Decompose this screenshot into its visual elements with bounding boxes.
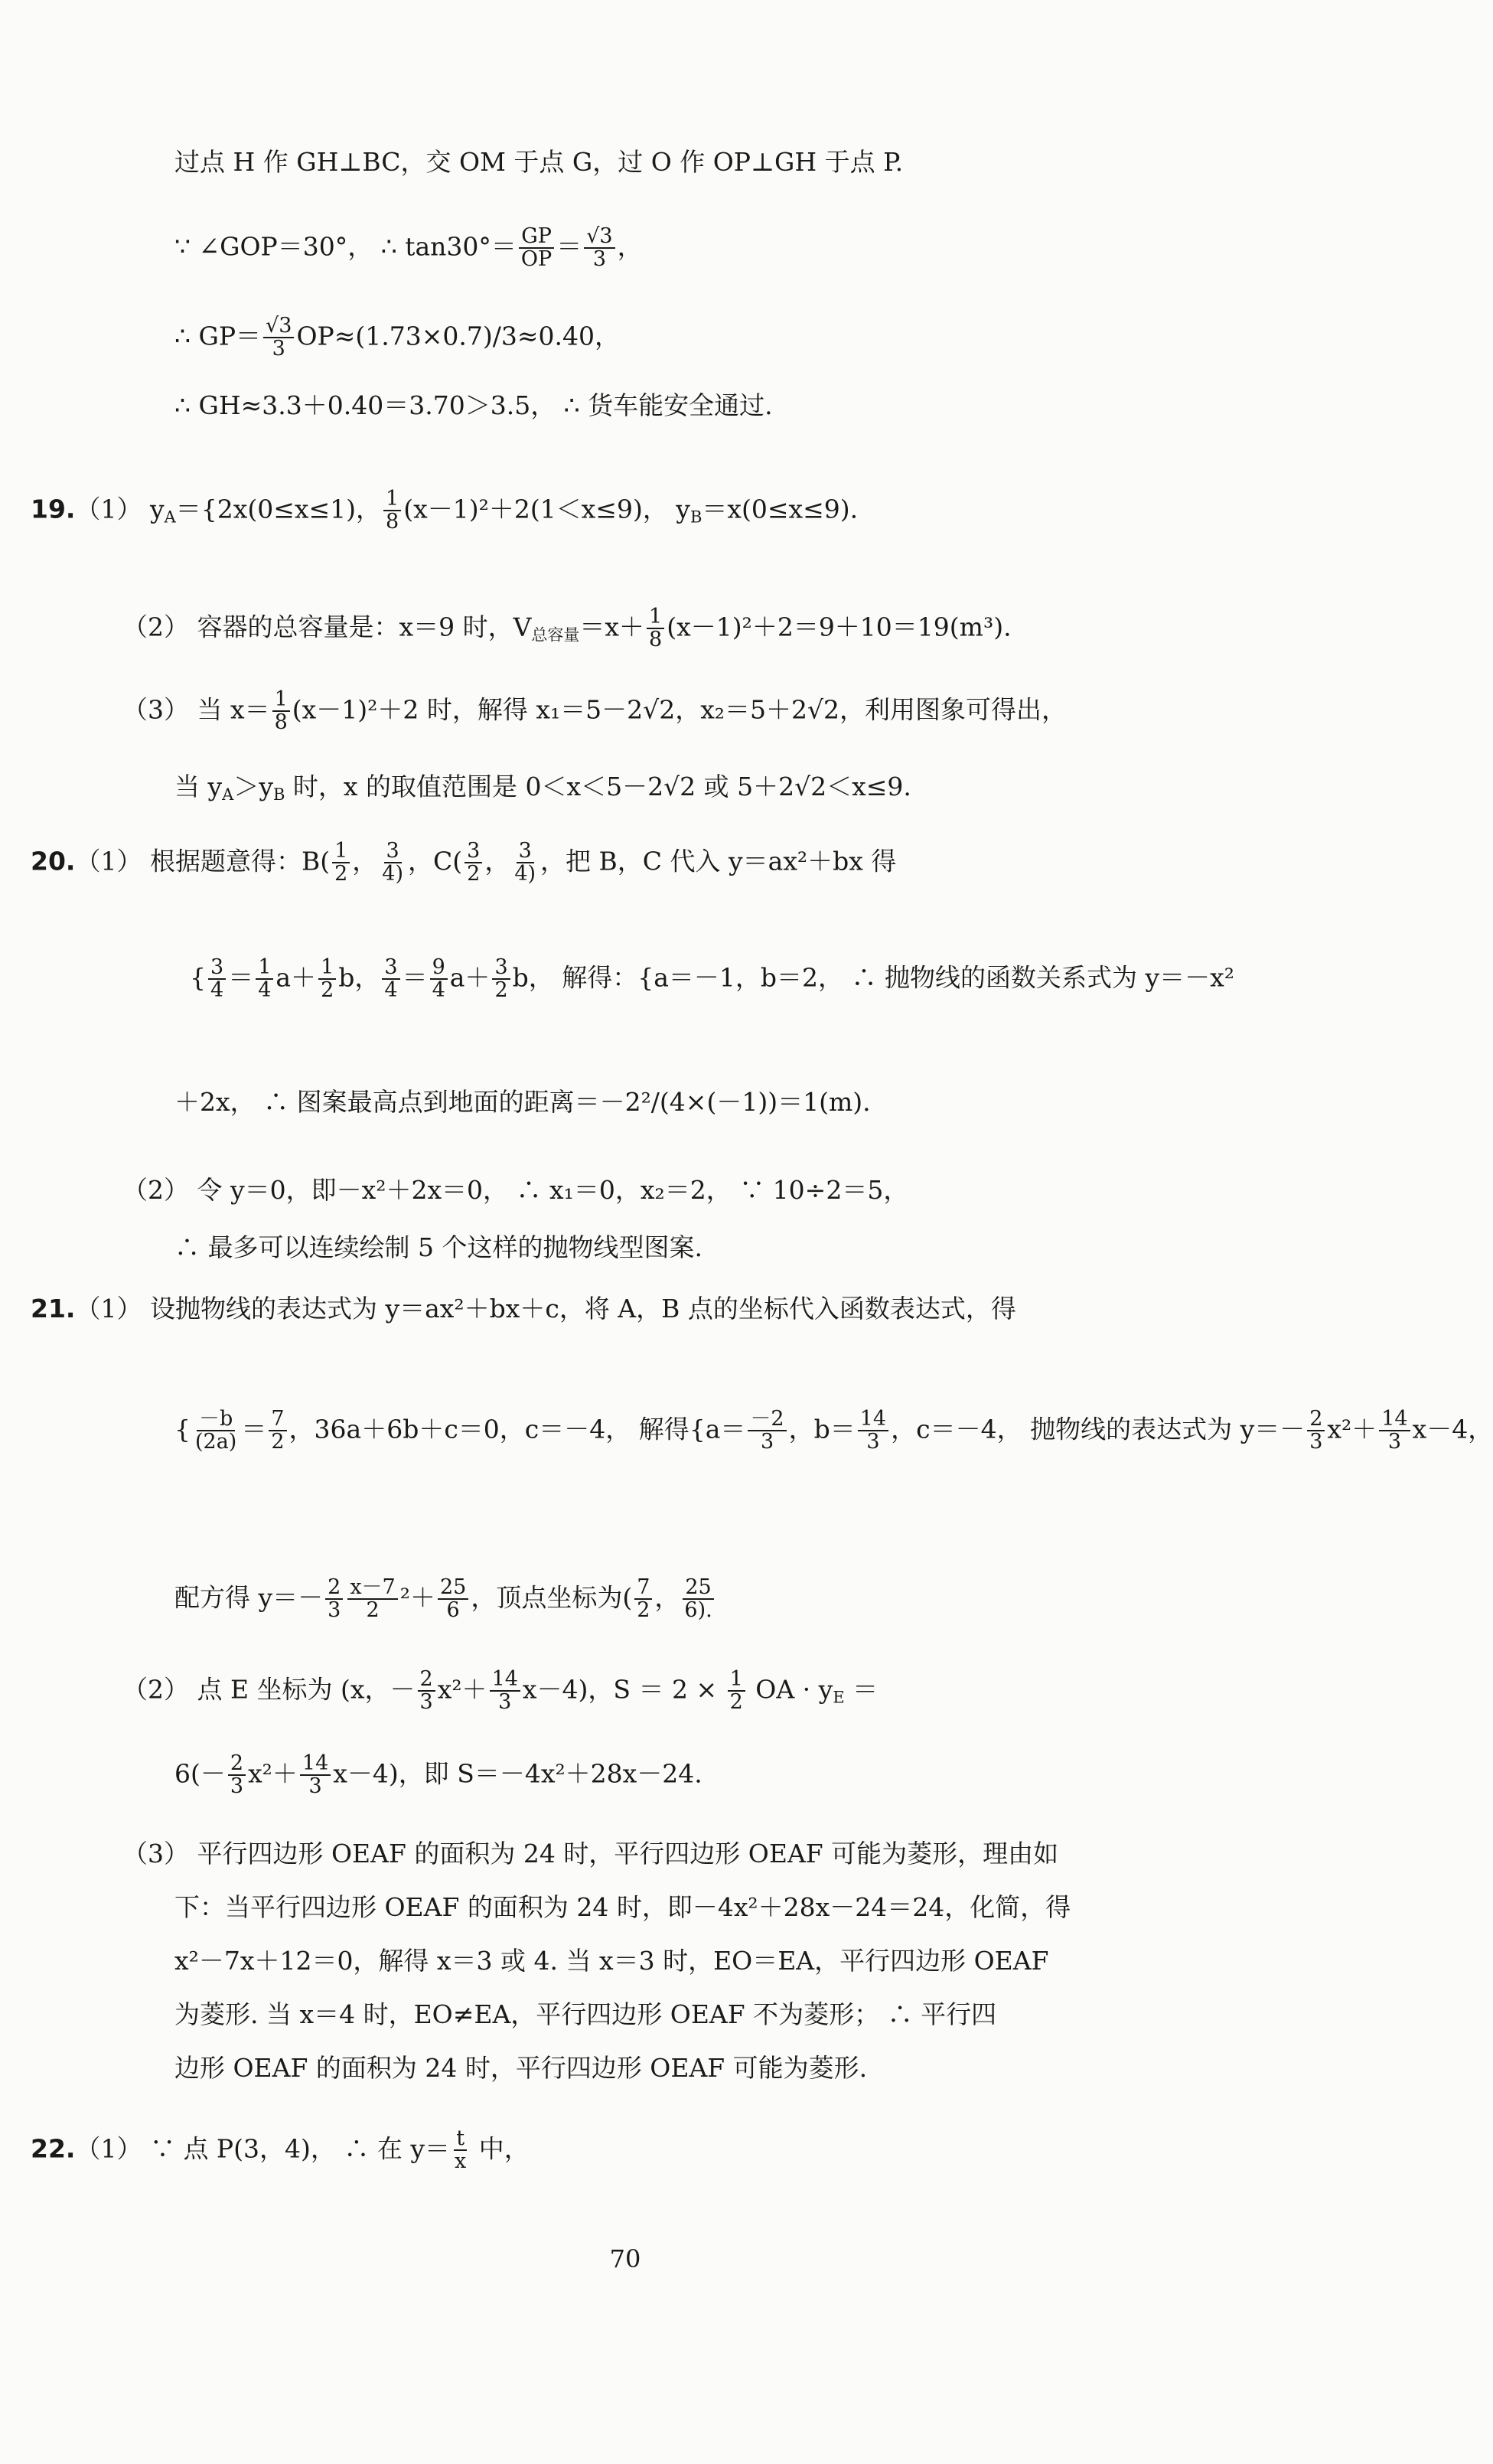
- line-06: （2） 容器的总容量是：x＝9 时，$V_{总容量}=x+$ $\frac{1}{8}$ (x－1)²＋2＝9＋10＝19(m³).: [122, 605, 1012, 652]
- line-17: （2） 点 E 坐标为 (x，－ $\frac{2}{3}$ x²＋ $\frac{14}{3}$ x－4)，S ＝ 2 × $\frac{1}{2}$ OA · $y_E$ ＝: [122, 1667, 879, 1715]
- page-number: 70: [609, 2244, 641, 2273]
- line-22: 为菱形. 当 x＝4 时，EO≠EA，平行四边形 OEAF 不为菱形； ∴ 平行四: [174, 1999, 997, 2029]
- line-18: 6(－ $\frac{2}{3}$ x²＋ $\frac{14}{3}$ x－4)，即 S＝－4x²＋28x－24.: [174, 1751, 702, 1799]
- line-23: 边形 OEAF 的面积为 24 时，平行四边形 OEAF 可能为菱形.: [174, 2053, 868, 2083]
- line-14: 21.（1） 设抛物线的表达式为 y＝ax²＋bx＋c，将 A，B 点的坐标代入函数表达式，得: [31, 1294, 1016, 1323]
- line-16: 配方得 y＝－ $\frac{2}{3}$ $\frac{x-7}{2}$ ²＋ $\frac{25}{6}$ ，顶点坐标为( $\frac{7}{2}$ ， $\frac{25}{6).}$: [174, 1577, 717, 1622]
- line-15: { $\frac{-b}{(2a)}$ ＝ $\frac{7}{2}$ ，36a＋6b＋c＝0，c＝－4， 解得{a＝ $\frac{-2}{3}$ ，b＝ $\frac{14}{3}$ ，c＝－4， 抛物线的表达式为 y＝－ $\frac{2}{3}$ x²＋ $\frac{14}{3}$ x－4，: [174, 1407, 1493, 1454]
- line-09: 20.（1） 根据题意得：B( $\frac{1}{2}$ ， $\frac{3}{4)}$ ，C( $\frac{3}{2}$ ， $\frac{3}{4)}$ ，把 B，C 代入 y＝ax²＋bx 得: [31, 839, 897, 886]
- line-01: 过点 H 作 GH⊥BC，交 OM 于点 G，过 O 作 OP⊥GH 于点 P.: [174, 147, 904, 177]
- line-24: 22.（1） ∵ 点 P(3，4)， ∴ 在 y＝ $\frac{t}{x}$ 中，: [31, 2126, 530, 2174]
- line-08: 当 $y_A>y_B$ 时，x 的取值范围是 0＜x＜5－2√2 或 5＋2√2＜x≤9.: [174, 772, 911, 804]
- line-19: （3） 平行四边形 OEAF 的面积为 24 时，平行四边形 OEAF 可能为菱形，理由如: [122, 1839, 1059, 1868]
- line-03: ∴ GP＝ $\frac{√3}{3}$ OP≈(1.73×0.7)/3≈0.40，: [174, 314, 620, 361]
- line-12: （2） 令 y＝0，即－x²＋2x＝0， ∴ x₁＝0，x₂＝2， ∵ 10÷2＝5，: [122, 1175, 909, 1205]
- line-11: ＋2x， ∴ 图案最高点到地面的距离＝－2²/(4×(－1))＝1(m).: [174, 1087, 871, 1117]
- line-07: （3） 当 x＝ $\frac{1}{8}$ (x－1)²＋2 时，解得 x₁＝5－2√2，x₂＝5＋2√2，利用图象可得出，: [122, 687, 1068, 735]
- line-04: ∴ GH≈3.3＋0.40＝3.70＞3.5， ∴ 货车能安全通过.: [174, 390, 773, 420]
- line-13: ∴ 最多可以连续绘制 5 个这样的抛物线型图案.: [174, 1232, 702, 1262]
- line-21: x²－7x＋12＝0，解得 x＝3 或 4. 当 x＝3 时，EO＝EA，平行四边形 OEAF: [174, 1946, 1049, 1976]
- line-05: 19.（1） $y_A=\{2x(0\le x\le 1)$， $\frac{1}{8}$ (x－1)²＋2(1＜x≤9)， $y_B=x(0\le x\le 9)$.: [31, 487, 859, 534]
- line-20: 下：当平行四边形 OEAF 的面积为 24 时，即－4x²＋28x－24＝24，化简，得: [174, 1892, 1071, 1922]
- line-10: { $\frac{3}{4}$ ＝ $\frac{1}{4}$ a＋ $\frac{1}{2}$ b， $\frac{3}{4}$ ＝ $\frac{9}{4}$ a＋ $\frac{3}{2}$ b， 解得：{a＝－1，b＝2， ∴ 抛物线的函数关系式为 y＝－x²: [190, 955, 1234, 1003]
- line-02: ∵ ∠GOP＝30°， ∴ tan30°＝ $\frac{GP}{OP}$ ＝ $\frac{√3}{3}$ ，: [174, 224, 643, 272]
